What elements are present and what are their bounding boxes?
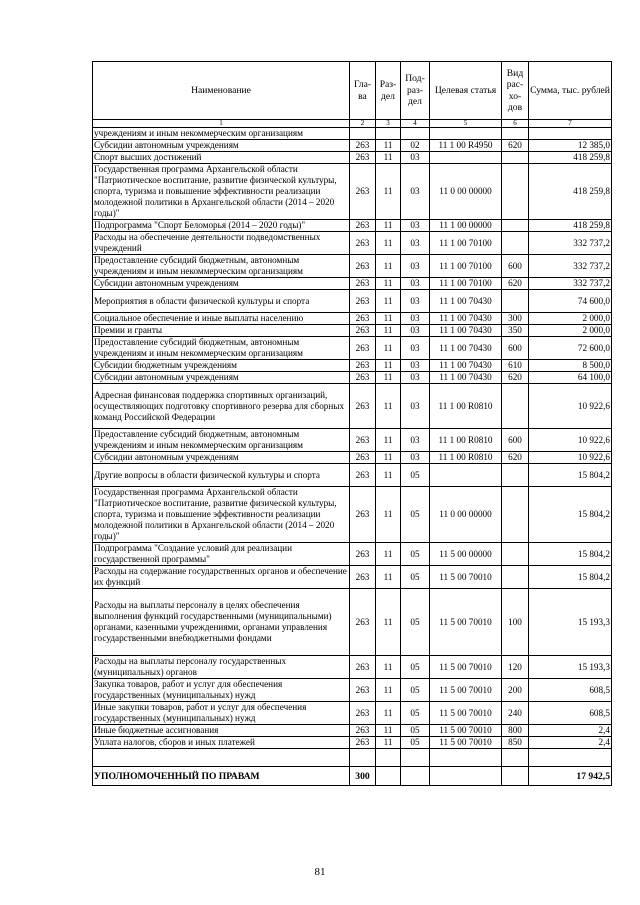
table-row <box>93 220 612 232</box>
header-glava: Гла- ва <box>350 62 376 120</box>
table-row <box>93 325 612 337</box>
cell-celevaya-statya <box>430 464 502 487</box>
cell-razdel: 11 <box>376 725 401 737</box>
cell-podrazdel: 05 <box>401 656 430 679</box>
cell-razdel: 11 <box>376 278 401 290</box>
cell-podrazdel: 03 <box>401 290 430 313</box>
cell-glava: 263 <box>350 313 376 325</box>
cell-summa: 332 737,2 <box>529 232 612 255</box>
cell-name: Субсидии автономным учреждениям <box>93 140 350 152</box>
cell-glava: 263 <box>350 290 376 313</box>
table-row <box>93 737 612 749</box>
column-number: 6 <box>502 120 529 128</box>
cell-vid-rashodov <box>502 767 529 786</box>
cell-glava: 263 <box>350 679 376 702</box>
table-row <box>93 232 612 255</box>
cell-razdel: 11 <box>376 566 401 589</box>
cell-celevaya-statya: 11 5 00 70010 <box>430 656 502 679</box>
table-row <box>93 725 612 737</box>
cell-podrazdel: 05 <box>401 566 430 589</box>
cell-glava: 263 <box>350 543 376 566</box>
cell-razdel: 11 <box>376 702 401 725</box>
cell-podrazdel: 05 <box>401 679 430 702</box>
cell-glava: 263 <box>350 566 376 589</box>
cell-name: Расходы на выплаты персоналу в целях обеспечения выполнения функций государственными (муниципальными) органами, казенными учреждениями, органами управления государственными внебюджетными фондами <box>93 589 350 656</box>
cell-name: Государственная программа Архангельской области "Патриотическое воспитание, развитие физической культуры, спорта, туризма и повышение эффективности реализации молодежной политики в Архангельской области (2014 – 2020 годы)" <box>93 164 350 220</box>
cell-podrazdel: 05 <box>401 702 430 725</box>
cell-vid-rashodov <box>502 384 529 429</box>
cell-celevaya-statya: 11 1 00 R4950 <box>430 140 502 152</box>
cell-vid-rashodov <box>502 152 529 164</box>
cell-summa: 15 193,3 <box>529 656 612 679</box>
cell-summa: 15 804,2 <box>529 566 612 589</box>
cell-razdel: 11 <box>376 589 401 656</box>
cell-glava: 263 <box>350 589 376 656</box>
cell-podrazdel: 03 <box>401 152 430 164</box>
cell-glava: 263 <box>350 429 376 452</box>
cell-razdel: 11 <box>376 152 401 164</box>
cell-summa: 2,4 <box>529 725 612 737</box>
header-celevaya-statya: Целевая статья <box>430 62 502 120</box>
column-number: 7 <box>529 120 612 128</box>
cell-celevaya-statya: 11 1 00 70100 <box>430 255 502 278</box>
cell-razdel: 11 <box>376 360 401 372</box>
table-row <box>93 679 612 702</box>
cell-razdel: 11 <box>376 372 401 384</box>
cell-podrazdel: 03 <box>401 232 430 255</box>
cell-podrazdel <box>401 749 430 767</box>
cell-name: учреждениям и иным некоммерческим организациям <box>93 128 350 140</box>
cell-summa: 64 100,0 <box>529 372 612 384</box>
cell-celevaya-statya: 11 0 00 00000 <box>430 164 502 220</box>
cell-podrazdel: 03 <box>401 164 430 220</box>
cell-glava: 263 <box>350 337 376 360</box>
table-row <box>93 164 612 220</box>
cell-glava: 263 <box>350 702 376 725</box>
cell-summa <box>529 128 612 140</box>
cell-celevaya-statya: 11 5 00 70010 <box>430 725 502 737</box>
cell-celevaya-statya: 11 1 00 00000 <box>430 220 502 232</box>
cell-name: Закупка товаров, работ и услуг для обеспечения государственных (муниципальных) нужд <box>93 679 350 702</box>
cell-glava: 263 <box>350 452 376 464</box>
cell-name: Иные закупки товаров, работ и услуг для обеспечения государственных (муниципальных) нужд <box>93 702 350 725</box>
cell-glava: 263 <box>350 360 376 372</box>
header-podrazdel: Под- раз- дел <box>401 62 430 120</box>
cell-podrazdel: 05 <box>401 737 430 749</box>
cell-razdel: 11 <box>376 140 401 152</box>
cell-glava: 300 <box>350 767 376 786</box>
cell-vid-rashodov: 850 <box>502 737 529 749</box>
cell-vid-rashodov: 300 <box>502 313 529 325</box>
column-number: 4 <box>401 120 430 128</box>
table-row <box>93 543 612 566</box>
cell-summa: 10 922,6 <box>529 452 612 464</box>
cell-razdel: 11 <box>376 656 401 679</box>
cell-name: Расходы на содержание государственных органов и обеспечение их функций <box>93 566 350 589</box>
page-number: 81 <box>314 866 326 878</box>
cell-summa: 418 259,8 <box>529 164 612 220</box>
cell-podrazdel: 05 <box>401 464 430 487</box>
table-row <box>93 360 612 372</box>
cell-celevaya-statya: 11 1 00 70430 <box>430 290 502 313</box>
cell-glava <box>350 128 376 140</box>
cell-glava: 263 <box>350 372 376 384</box>
cell-vid-rashodov: 620 <box>502 372 529 384</box>
cell-vid-rashodov: 200 <box>502 679 529 702</box>
table-row <box>93 566 612 589</box>
cell-celevaya-statya: 11 5 00 00000 <box>430 543 502 566</box>
cell-vid-rashodov: 600 <box>502 255 529 278</box>
cell-name: Социальное обеспечение и иные выплаты населению <box>93 313 350 325</box>
table-row <box>93 152 612 164</box>
cell-razdel: 11 <box>376 543 401 566</box>
cell-podrazdel: 05 <box>401 543 430 566</box>
cell-podrazdel: 03 <box>401 255 430 278</box>
cell-celevaya-statya: 11 1 00 70430 <box>430 325 502 337</box>
cell-podrazdel: 03 <box>401 360 430 372</box>
cell-razdel: 11 <box>376 464 401 487</box>
table-row <box>93 487 612 543</box>
cell-summa: 15 193,3 <box>529 589 612 656</box>
cell-summa: 418 259,8 <box>529 152 612 164</box>
cell-celevaya-statya: 11 1 00 R0810 <box>430 429 502 452</box>
header-summa: Сумма, тыс. рублей <box>529 62 612 120</box>
cell-razdel: 11 <box>376 164 401 220</box>
cell-vid-rashodov: 120 <box>502 656 529 679</box>
cell-name: Расходы на обеспечение деятельности подведомственных учреждений <box>93 232 350 255</box>
table-row <box>93 464 612 487</box>
cell-summa: 15 804,2 <box>529 464 612 487</box>
cell-glava: 263 <box>350 152 376 164</box>
cell-glava: 263 <box>350 725 376 737</box>
cell-podrazdel: 02 <box>401 140 430 152</box>
cell-name: Адресная финансовая поддержка спортивных организаций, осуществляющих подготовку спортивного резерва для сборных команд Российской Федерации <box>93 384 350 429</box>
cell-podrazdel: 03 <box>401 452 430 464</box>
cell-summa: 608,5 <box>529 679 612 702</box>
table-row <box>93 290 612 313</box>
cell-vid-rashodov: 600 <box>502 337 529 360</box>
table-row <box>93 337 612 360</box>
cell-vid-rashodov <box>502 164 529 220</box>
cell-razdel: 11 <box>376 679 401 702</box>
cell-celevaya-statya: 11 1 00 70430 <box>430 360 502 372</box>
cell-razdel: 11 <box>376 737 401 749</box>
cell-podrazdel: 03 <box>401 384 430 429</box>
cell-vid-rashodov: 350 <box>502 325 529 337</box>
cell-name: Подпрограмма "Создание условий для реализации государственной программы" <box>93 543 350 566</box>
cell-podrazdel: 03 <box>401 372 430 384</box>
table-row <box>93 749 612 767</box>
cell-summa: 8 500,0 <box>529 360 612 372</box>
cell-glava: 263 <box>350 325 376 337</box>
cell-razdel: 11 <box>376 325 401 337</box>
budget-table <box>92 61 612 786</box>
cell-celevaya-statya <box>430 767 502 786</box>
cell-summa: 2 000,0 <box>529 313 612 325</box>
cell-summa <box>529 749 612 767</box>
cell-glava: 263 <box>350 220 376 232</box>
cell-celevaya-statya: 11 1 00 70430 <box>430 337 502 360</box>
cell-summa: 17 942,5 <box>529 767 612 786</box>
table-row <box>93 128 612 140</box>
cell-podrazdel <box>401 767 430 786</box>
cell-razdel: 11 <box>376 337 401 360</box>
cell-name: Расходы на выплаты персоналу государственных (муниципальных) органов <box>93 656 350 679</box>
cell-summa: 418 259,8 <box>529 220 612 232</box>
table-row <box>93 656 612 679</box>
cell-glava: 263 <box>350 487 376 543</box>
cell-podrazdel <box>401 128 430 140</box>
cell-glava: 263 <box>350 255 376 278</box>
cell-razdel: 11 <box>376 232 401 255</box>
table-row <box>93 429 612 452</box>
cell-razdel: 11 <box>376 255 401 278</box>
cell-razdel: 11 <box>376 290 401 313</box>
cell-summa: 2,4 <box>529 737 612 749</box>
cell-summa: 10 922,6 <box>529 429 612 452</box>
cell-celevaya-statya <box>430 749 502 767</box>
cell-vid-rashodov <box>502 566 529 589</box>
cell-name: УПОЛНОМОЧЕННЫЙ ПО ПРАВАМ <box>93 767 350 786</box>
cell-name: Субсидии бюджетным учреждениям <box>93 360 350 372</box>
table-row <box>93 384 612 429</box>
cell-vid-rashodov: 610 <box>502 360 529 372</box>
cell-glava: 263 <box>350 464 376 487</box>
table-row <box>93 452 612 464</box>
cell-celevaya-statya: 11 1 00 R0810 <box>430 384 502 429</box>
cell-celevaya-statya: 11 5 00 70010 <box>430 702 502 725</box>
total-row <box>93 767 612 786</box>
column-number: 1 <box>93 120 350 128</box>
cell-glava: 263 <box>350 278 376 290</box>
cell-vid-rashodov <box>502 128 529 140</box>
cell-vid-rashodov: 620 <box>502 140 529 152</box>
cell-razdel: 11 <box>376 452 401 464</box>
cell-vid-rashodov: 100 <box>502 589 529 656</box>
cell-celevaya-statya: 11 5 00 70010 <box>430 566 502 589</box>
cell-celevaya-statya <box>430 128 502 140</box>
table-row <box>93 702 612 725</box>
cell-podrazdel: 03 <box>401 220 430 232</box>
cell-vid-rashodov <box>502 232 529 255</box>
cell-name: Предоставление субсидий бюджетным, автономным учреждениям и иным некоммерческим организациям <box>93 255 350 278</box>
cell-celevaya-statya: 11 1 00 70100 <box>430 232 502 255</box>
cell-vid-rashodov <box>502 543 529 566</box>
cell-name: Другие вопросы в области физической культуры и спорта <box>93 464 350 487</box>
cell-podrazdel: 05 <box>401 487 430 543</box>
cell-name: Спорт высших достижений <box>93 152 350 164</box>
cell-vid-rashodov <box>502 464 529 487</box>
cell-name: Субсидии автономным учреждениям <box>93 278 350 290</box>
cell-podrazdel: 03 <box>401 325 430 337</box>
cell-vid-rashodov: 600 <box>502 429 529 452</box>
cell-name: Предоставление субсидий бюджетным, автономным учреждениям и иным некоммерческим организациям <box>93 429 350 452</box>
cell-podrazdel: 05 <box>401 725 430 737</box>
cell-glava: 263 <box>350 164 376 220</box>
cell-razdel <box>376 749 401 767</box>
cell-name: Иные бюджетные ассигнования <box>93 725 350 737</box>
cell-summa: 15 804,2 <box>529 543 612 566</box>
cell-celevaya-statya: 11 5 00 70010 <box>430 737 502 749</box>
cell-vid-rashodov: 240 <box>502 702 529 725</box>
cell-celevaya-statya: 11 5 00 70010 <box>430 589 502 656</box>
cell-podrazdel: 03 <box>401 278 430 290</box>
header-row <box>93 62 612 120</box>
table-row <box>93 255 612 278</box>
header-vid-rashodov: Вид рас- хо- дов <box>502 62 529 120</box>
cell-vid-rashodov <box>502 220 529 232</box>
cell-podrazdel: 03 <box>401 313 430 325</box>
cell-name: Субсидии автономным учреждениям <box>93 372 350 384</box>
cell-celevaya-statya: 11 0 00 00000 <box>430 487 502 543</box>
cell-celevaya-statya: 11 1 00 70100 <box>430 278 502 290</box>
cell-celevaya-statya <box>430 152 502 164</box>
table-row <box>93 140 612 152</box>
cell-summa: 332 737,2 <box>529 278 612 290</box>
cell-vid-rashodov <box>502 487 529 543</box>
cell-name: Предоставление субсидий бюджетным, автономным учреждениям и иным некоммерческим организациям <box>93 337 350 360</box>
cell-celevaya-statya: 11 1 00 70430 <box>430 313 502 325</box>
cell-razdel: 11 <box>376 429 401 452</box>
cell-vid-rashodov: 620 <box>502 278 529 290</box>
cell-razdel: 11 <box>376 487 401 543</box>
cell-vid-rashodov <box>502 290 529 313</box>
cell-summa: 608,5 <box>529 702 612 725</box>
cell-summa: 72 600,0 <box>529 337 612 360</box>
cell-name: Уплата налогов, сборов и иных платежей <box>93 737 350 749</box>
cell-glava <box>350 749 376 767</box>
column-number: 3 <box>376 120 401 128</box>
column-number: 2 <box>350 120 376 128</box>
cell-razdel <box>376 767 401 786</box>
cell-vid-rashodov <box>502 749 529 767</box>
cell-name: Мероприятия в области физической культуры и спорта <box>93 290 350 313</box>
cell-podrazdel: 05 <box>401 589 430 656</box>
cell-name: Подпрограмма "Спорт Беломорья (2014 – 2020 годы)" <box>93 220 350 232</box>
table-row <box>93 278 612 290</box>
cell-vid-rashodov: 800 <box>502 725 529 737</box>
cell-razdel: 11 <box>376 313 401 325</box>
cell-glava: 263 <box>350 232 376 255</box>
column-number: 5 <box>430 120 502 128</box>
cell-name: Субсидии автономным учреждениям <box>93 452 350 464</box>
cell-podrazdel: 03 <box>401 337 430 360</box>
cell-podrazdel: 03 <box>401 429 430 452</box>
column-number-row <box>93 120 612 128</box>
cell-glava: 263 <box>350 140 376 152</box>
cell-summa: 332 737,2 <box>529 255 612 278</box>
cell-name: Государственная программа Архангельской области "Патриотическое воспитание, развитие физической культуры, спорта, туризма и повышение эффективности реализации молодежной политики в Архангельской области (2014 – 2020 годы)" <box>93 487 350 543</box>
cell-celevaya-statya: 11 1 00 R0810 <box>430 452 502 464</box>
cell-glava: 263 <box>350 737 376 749</box>
cell-glava: 263 <box>350 384 376 429</box>
cell-celevaya-statya: 11 1 00 70430 <box>430 372 502 384</box>
cell-summa: 10 922,6 <box>529 384 612 429</box>
header-name: Наименование <box>93 62 350 120</box>
table-row <box>93 313 612 325</box>
cell-razdel: 11 <box>376 220 401 232</box>
cell-razdel: 11 <box>376 384 401 429</box>
cell-summa: 74 600,0 <box>529 290 612 313</box>
cell-summa: 12 385,0 <box>529 140 612 152</box>
cell-summa: 15 804,2 <box>529 487 612 543</box>
cell-glava: 263 <box>350 656 376 679</box>
cell-name <box>93 749 350 767</box>
cell-summa: 2 000,0 <box>529 325 612 337</box>
cell-vid-rashodov: 620 <box>502 452 529 464</box>
cell-razdel <box>376 128 401 140</box>
cell-celevaya-statya: 11 5 00 70010 <box>430 679 502 702</box>
cell-name: Премии и гранты <box>93 325 350 337</box>
header-razdel: Раз- дел <box>376 62 401 120</box>
table-row <box>93 589 612 656</box>
table-row <box>93 372 612 384</box>
